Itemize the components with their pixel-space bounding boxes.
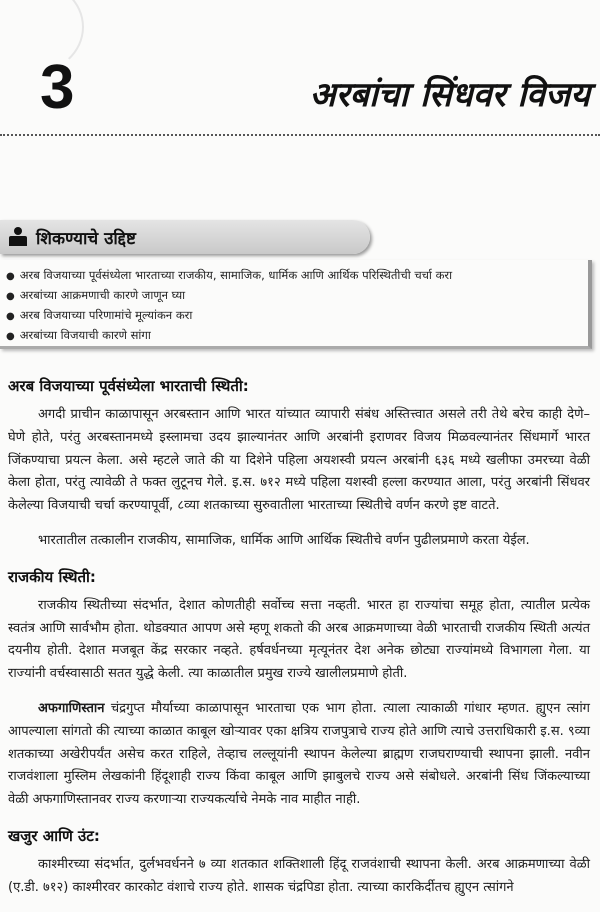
objectives-box: [0, 260, 592, 349]
paragraph: राजकीय स्थितीच्या संदर्भात, देशात कोणतीही सर्वोच्च सत्ता नव्हती. भारत हा राज्यांचा समूह होता, त्यातील प्रत्येक स्वतंत्र आणि सार्वभौम होता. थोडक्यात आपण असे म्हणू शकतो की अरब आक्रमणाच्या वेळी भारताची राजकीय स्थिती अत्यंत दयनीय होती. देशात मजबूत केंद्र सरकार नव्हते. हर्षवर्धनच्या मृत्यूनंतर देश अनेक छोट्या राज्यांमध्ये विभागला गेला. या राज्यांनी वर्चस्वासाठी सतत युद्धे केली. त्या काळातील प्रमुख राज्ये खालीलप्रमाणे होती.: [8, 597, 590, 682]
title-divider: [0, 134, 600, 136]
paragraph-text: चंद्रगुप्त मौर्याच्या काळापासून भारताचा एक भाग होता. त्याला त्याकाळी गांधार म्हणत. ह्युएन त्सांग आपल्याला सांगतो की त्याच्या काळात काबूल खोऱ्यावर एका क्षत्रिय राजपुत्राचे राज्य होते आणि त्याचे उत्तराधिकारी इ.स. ९व्या शतकाच्या अखेरीपर्यंत असेच करत राहिले, तेव्हाच लल्लूयांनी स्थापन केलेल्या ब्राह्मण राजघराण्याची स्थापना झाली. नवीन राजवंशाला मुस्लिम लेखकांनी हिंदूशाही राज्य किंवा काबूल आणि झाबुलचे राज्य असे संबोधले. अरबांनी सिंध जिंकल्याच्या वेळी अफगाणिस्तानवर राज्य करणाऱ्या राज्यकर्त्याचे नेमके नाव माहीत नाही.: [8, 700, 590, 808]
list-item: ● अरब विजयाच्या परिणामांचे मूल्यांकन करा: [6, 306, 588, 326]
objectives-heading: शिकण्याचे उद्दिष्ट: [36, 228, 136, 249]
paragraph: अगदी प्राचीन काळापासून अरबस्तान आणि भारत यांच्यात व्यापारी संबंध अस्तित्त्वात असले तरी तेथे बरेच काही देणे–घेणे होते, परंतु अरबस्तानमध्ये इस्लामचा उदय झाल्यानंतर आणि अरबांनी इराणवर विजय मिळवल्यानंतर सिंधमार्गे भारत जिंकण्याचा प्रयत्न केला. असे म्हटले जाते की या दिशेने पहिला अयशस्वी प्रयत्न अरबांनी ६३६ मध्ये खलीफा उमरच्या वेळी केला होता, परंतु त्यावेळी ते फक्त लुटूनच गेले. इ.स. ७१२ मध्ये पहिला यशस्वी हल्ला करण्यात आला, परंतु अरबांनी सिंधवर केलेल्या विजयाची चर्चा करण्यापूर्वी, ८व्या शतकाच्या सुरुवातीला भारताच्या स्थितीचे वर्णन करणे इष्ट वाटते.: [8, 407, 590, 514]
paragraph: भारतातील तत्कालीन राजकीय, सामाजिक, धार्मिक आणि आर्थिक स्थितीचे वर्णन पुढीलप्रमाणे करता येईल.: [38, 532, 530, 548]
list-item: ● अरब विजयाच्या पूर्वसंध्येला भारताच्या राजकीय, सामाजिक, धार्मिक आणि आर्थिक परिस्थितीची चर्चा करा: [6, 266, 588, 286]
chapter-title: अरबांचा सिंधवर विजय: [309, 75, 590, 115]
reading-person-icon: [8, 227, 28, 247]
paragraph: [8, 698, 590, 812]
section-heading: खजुर आणि उंट:: [8, 826, 100, 845]
paragraph: काश्मीरच्या संदर्भात, दुर्लभवर्धनने ७ व्या शतकात शक्तिशाली हिंदू राजवंशाची स्थापना केली. अरब आक्रमणाच्या वेळी (ए.डी. ७१२) काश्मीरवर कारकोट वंशाचे राज्य होते. शासक चंद्रपिडा होता. त्याच्या कारकिर्दीतच ह्युएन त्सांगने: [8, 856, 590, 895]
list-item: ● अरबांच्या विजयाची कारणे सांगा: [6, 326, 588, 346]
section-heading: राजकीय स्थिती:: [8, 567, 96, 586]
list-item: ● अरबांच्या आक्रमणाची कारणे जाणून घ्या: [6, 286, 588, 306]
chapter-body: [8, 374, 590, 912]
paragraph-lead-term: अफगाणिस्तान: [38, 700, 105, 716]
objectives-banner: [0, 220, 370, 254]
objectives-list: [0, 260, 588, 346]
chapter-number: 3: [40, 53, 75, 122]
section-heading: अरब विजयाच्या पूर्वसंध्येला भारताची स्थिती:: [8, 377, 249, 395]
